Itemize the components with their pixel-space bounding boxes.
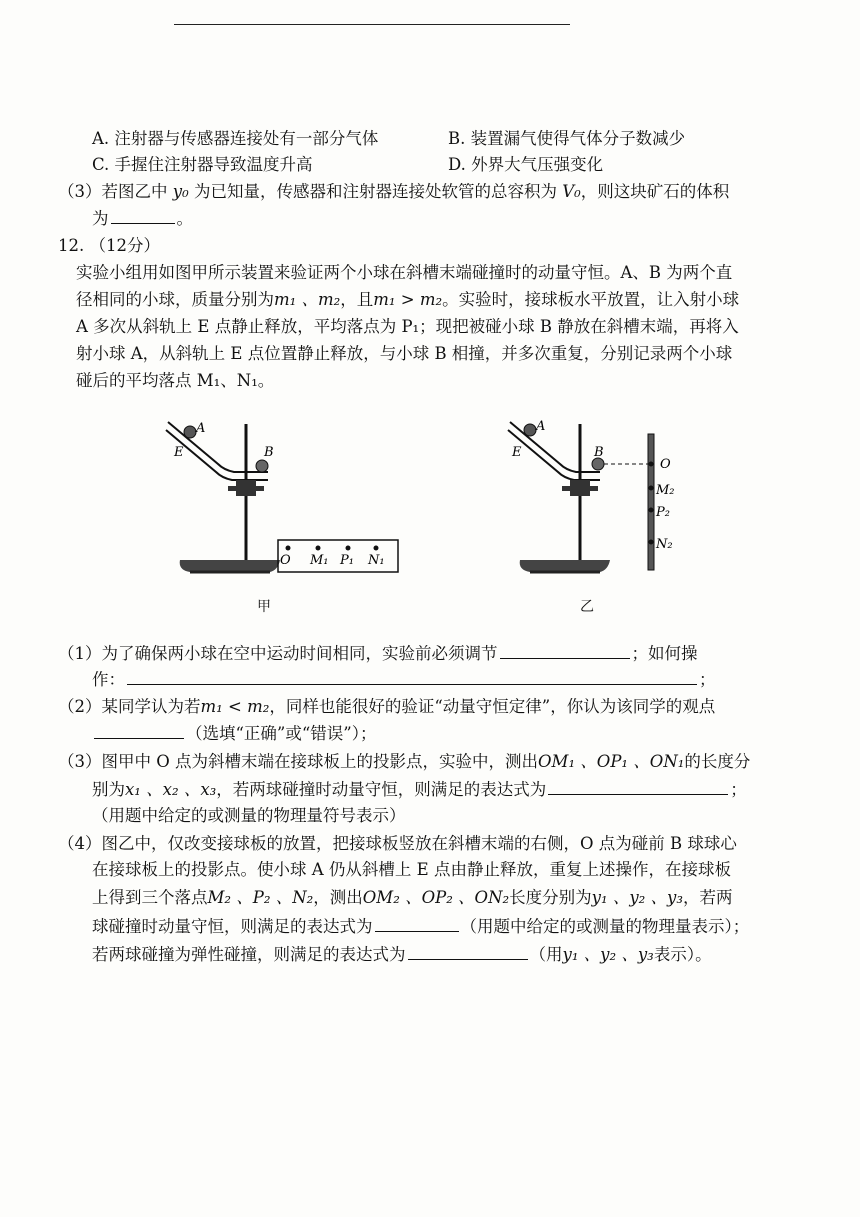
question-number: 12.	[58, 236, 85, 255]
q12-part1-line1: （1）为了确保两小球在空中运动时间相同，实验前必须调节 ；如何操	[58, 641, 698, 666]
q11-option-b: B. 装置漏气使得气体分子数减少	[448, 129, 686, 148]
symbol-v0: V₀	[562, 182, 581, 201]
figure-jia-apparatus	[130, 410, 410, 585]
label-p2: P₂	[656, 505, 670, 520]
q12-heading	[58, 234, 160, 258]
ball-b	[256, 460, 268, 472]
label-m1: M₁	[310, 553, 329, 568]
symbol-y0: y₀	[172, 182, 189, 201]
q12-intro-line3: A 多次从斜轨上 E 点静止释放，平均落点为 P₁；现把被碰小球 B 静放在斜槽末端，再将入	[76, 317, 739, 336]
answer-blank[interactable]	[408, 942, 528, 960]
question-score: （12分）	[89, 236, 160, 255]
figure-caption-yi: 乙	[580, 599, 594, 615]
q11-option-a: A. 注射器与传感器连接处有一部分气体	[92, 129, 379, 148]
label-n1: N₁	[368, 553, 385, 568]
q12-part1-line2: 作： ；	[92, 667, 716, 692]
label-b: B	[264, 445, 274, 460]
label-n2: N₂	[656, 537, 673, 552]
q12-part3-line1: （3）图甲中 O 点为斜槽末端在接球板上的投影点，实验中，测出OM₁ 、OP₁ 、ON₁的长度分	[58, 752, 751, 771]
label-e: E	[512, 445, 522, 460]
answer-blank[interactable]	[94, 721, 184, 739]
q12-part4-line3: 上得到三个落点M₂ 、P₂ 、N₂，测出OM₂ 、OP₂ 、ON₂长度分别为y₁ 、y₂ 、y₃，若两	[92, 888, 733, 907]
label-e: E	[174, 445, 184, 460]
answer-blank[interactable]	[548, 777, 728, 795]
q12-part3-line2: 别为x₁ 、x₂ 、x₃，若两球碰撞时动量守恒，则满足的表达式为 ；	[92, 777, 747, 802]
label-o: O	[280, 553, 291, 568]
q12-intro-line1: 实验小组用如图甲所示装置来验证两个小球在斜槽末端碰撞时的动量守恒。A、B 为两个直	[76, 263, 733, 282]
figure-caption-jia: 甲	[257, 599, 271, 615]
q11-part3-line2: 为 。	[92, 206, 193, 231]
header-rule	[174, 24, 570, 25]
ball-a	[524, 424, 536, 436]
q11-option-c: C. 手握住注射器导致温度升高	[92, 155, 313, 174]
answer-blank[interactable]	[111, 206, 175, 224]
figure-yi-apparatus	[490, 410, 690, 585]
answer-blank[interactable]	[127, 667, 697, 685]
q12-part4-line5: 若两球碰撞为弹性碰撞，则满足的表达式为 （用y₁ 、y₂ 、y₃表示）。	[92, 942, 712, 967]
label-o: O	[660, 457, 671, 472]
q12-part4-line2: 在接球板上的投影点。使小球 A 仍从斜槽上 E 点由静止释放，重复上述操作，在接球板	[92, 860, 731, 879]
label-a: A	[196, 421, 206, 436]
answer-blank[interactable]	[500, 641, 630, 659]
ball-a	[184, 426, 196, 438]
label-b: B	[594, 445, 604, 460]
answer-blank[interactable]	[375, 914, 459, 932]
label-a: A	[536, 419, 546, 434]
q11-part3-line1: （3）若图乙中 y₀ 为已知量，传感器和注射器连接处软管的总容积为 V₀，则这块矿石的体积	[58, 182, 730, 201]
label-p1: P₁	[340, 553, 354, 568]
q12-part4-line4: 球碰撞时动量守恒，则满足的表达式为 （用题中给定的或测量的物理量表示）；	[92, 914, 749, 939]
q12-part3-line3: （用题中给定的或测量的物理量符号表示）	[92, 806, 406, 825]
q12-part2-line1: （2）某同学认为若m₁ < m₂，同样也能很好的验证“动量守恒定律”，你认为该同学的观点	[58, 697, 716, 716]
q12-intro-line4: 射小球 A，从斜轨上 E 点位置静止释放，与小球 B 相撞，并多次重复，分别记录两个小球	[76, 344, 733, 363]
q12-part4-line1: （4）图乙中，仅改变接球板的放置，把接球板竖放在斜槽末端的右侧，O 点为碰前 B 球球心	[58, 834, 737, 853]
q12-part2-line2: （选填“正确”或“错误”）；	[92, 721, 377, 746]
q12-intro-line5: 碰后的平均落点 M₁、N₁。	[76, 371, 275, 390]
q12-intro-line2: 径相同的小球，质量分别为m₁ 、m₂，且m₁ > m₂。实验时，接球板水平放置，让入射小球	[76, 290, 740, 309]
q11-option-d: D. 外界大气压强变化	[448, 155, 604, 174]
label-m2: M₂	[656, 483, 675, 498]
